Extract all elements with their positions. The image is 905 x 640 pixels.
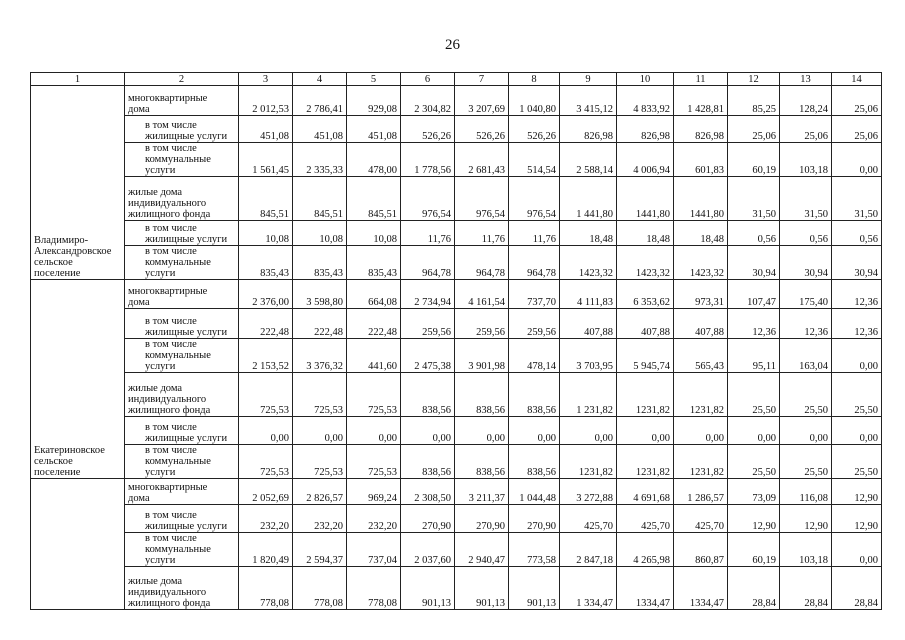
table-cell: 478,14 [509, 339, 560, 373]
table-cell: 12,90 [832, 479, 882, 505]
column-header: 3 [239, 73, 293, 86]
category-label: жилые дома индивидуального жилищного фонда [125, 567, 239, 610]
table-cell: 4 006,94 [617, 143, 674, 177]
table-cell: 3 376,32 [293, 339, 347, 373]
settlement-name: Владимиро-Александровское сельское поселение [31, 86, 125, 280]
table-cell: 526,26 [455, 116, 509, 143]
settlement-name: Екатериновское сельское поселение [31, 280, 125, 479]
table-cell: 838,56 [509, 445, 560, 479]
table-cell: 0,00 [455, 417, 509, 445]
table-cell: 725,53 [293, 445, 347, 479]
table-cell: 1 040,80 [509, 86, 560, 116]
table-cell: 1 561,45 [239, 143, 293, 177]
table-cell: 826,98 [617, 116, 674, 143]
table-cell: 0,00 [674, 417, 728, 445]
table-cell: 0,00 [560, 417, 617, 445]
table-cell: 1 428,81 [674, 86, 728, 116]
category-label: в том числе коммунальные услуги [125, 246, 239, 280]
category-label: многоквартирные дома [125, 280, 239, 309]
category-label: в том числе жилищные услуги [125, 221, 239, 246]
tariff-table [30, 72, 882, 610]
table-cell: 60,19 [728, 533, 780, 567]
table-cell: 838,56 [455, 373, 509, 417]
table-cell: 1423,32 [674, 246, 728, 280]
table-cell: 0,00 [617, 417, 674, 445]
table-cell: 3 207,69 [455, 86, 509, 116]
table-cell: 835,43 [347, 246, 401, 280]
table-cell: 95,11 [728, 339, 780, 373]
table-cell: 1 286,57 [674, 479, 728, 505]
table-cell: 12,36 [832, 280, 882, 309]
table-cell: 2 376,00 [239, 280, 293, 309]
table-cell: 2 308,50 [401, 479, 455, 505]
table-cell: 838,56 [455, 445, 509, 479]
category-label: в том числе коммунальные услуги [125, 143, 239, 177]
table-cell: 964,78 [401, 246, 455, 280]
table-cell: 0,00 [401, 417, 455, 445]
table-cell: 11,76 [509, 221, 560, 246]
table-cell: 85,25 [728, 86, 780, 116]
table-cell: 0,00 [239, 417, 293, 445]
table-cell: 25,50 [728, 445, 780, 479]
table-cell: 0,56 [832, 221, 882, 246]
table-cell: 28,84 [728, 567, 780, 610]
table-cell: 4 691,68 [617, 479, 674, 505]
table-cell: 6 353,62 [617, 280, 674, 309]
table-cell: 4 833,92 [617, 86, 674, 116]
table-cell: 0,00 [832, 533, 882, 567]
table-cell: 2 826,57 [293, 479, 347, 505]
table-row [31, 417, 882, 445]
table-cell: 1441,80 [617, 177, 674, 221]
table-cell: 976,54 [401, 177, 455, 221]
table-cell: 28,84 [780, 567, 832, 610]
table-cell: 259,56 [401, 309, 455, 339]
table-cell: 725,53 [239, 373, 293, 417]
table-cell: 773,58 [509, 533, 560, 567]
table-cell: 0,00 [347, 417, 401, 445]
table-cell: 901,13 [401, 567, 455, 610]
table-cell: 103,18 [780, 143, 832, 177]
table-cell: 18,48 [674, 221, 728, 246]
category-label: в том числе жилищные услуги [125, 417, 239, 445]
table-cell: 11,76 [401, 221, 455, 246]
table-cell: 0,00 [832, 339, 882, 373]
column-header: 5 [347, 73, 401, 86]
column-header: 8 [509, 73, 560, 86]
table-cell: 0,00 [293, 417, 347, 445]
table-cell: 11,76 [455, 221, 509, 246]
table-cell: 25,50 [832, 373, 882, 417]
category-label: многоквартирные дома [125, 86, 239, 116]
table-row [31, 116, 882, 143]
table-cell: 565,43 [674, 339, 728, 373]
table-cell: 232,20 [239, 505, 293, 533]
table-cell: 60,19 [728, 143, 780, 177]
table-cell: 1231,82 [617, 373, 674, 417]
table-cell: 2 153,52 [239, 339, 293, 373]
table-cell: 0,00 [728, 417, 780, 445]
table-cell: 425,70 [560, 505, 617, 533]
table-cell: 725,53 [239, 445, 293, 479]
table-cell: 835,43 [239, 246, 293, 280]
table-cell: 222,48 [239, 309, 293, 339]
table-cell: 1334,47 [617, 567, 674, 610]
table-cell: 826,98 [560, 116, 617, 143]
category-label: в том числе коммунальные услуги [125, 533, 239, 567]
table-cell: 103,18 [780, 533, 832, 567]
table-cell: 31,50 [728, 177, 780, 221]
table-cell: 25,06 [780, 116, 832, 143]
table-cell: 25,50 [780, 445, 832, 479]
table-cell: 845,51 [239, 177, 293, 221]
table-cell: 2 052,69 [239, 479, 293, 505]
table-cell: 3 598,80 [293, 280, 347, 309]
table-cell: 835,43 [293, 246, 347, 280]
table-cell: 826,98 [674, 116, 728, 143]
table-cell: 2 012,53 [239, 86, 293, 116]
table-cell: 18,48 [617, 221, 674, 246]
table-cell: 25,50 [780, 373, 832, 417]
table-cell: 964,78 [455, 246, 509, 280]
table-cell: 838,56 [509, 373, 560, 417]
table-cell: 901,13 [509, 567, 560, 610]
table-cell: 1231,82 [617, 445, 674, 479]
table-row [31, 445, 882, 479]
table-cell: 3 415,12 [560, 86, 617, 116]
category-label: в том числе коммунальные услуги [125, 445, 239, 479]
table-cell: 451,08 [293, 116, 347, 143]
table-cell: 10,08 [347, 221, 401, 246]
table-cell: 28,84 [832, 567, 882, 610]
table-cell: 3 703,95 [560, 339, 617, 373]
table-cell: 1231,82 [674, 445, 728, 479]
table-cell: 163,04 [780, 339, 832, 373]
table-cell: 737,04 [347, 533, 401, 567]
table-cell: 2 734,94 [401, 280, 455, 309]
table-cell: 441,60 [347, 339, 401, 373]
table-cell: 725,53 [347, 445, 401, 479]
settlement-name [31, 479, 125, 610]
category-label: в том числе коммунальные услуги [125, 339, 239, 373]
table-cell: 270,90 [401, 505, 455, 533]
table-cell: 259,56 [509, 309, 560, 339]
table-cell: 2 304,82 [401, 86, 455, 116]
table-row [31, 479, 882, 505]
table-cell: 30,94 [728, 246, 780, 280]
table-cell: 2 037,60 [401, 533, 455, 567]
column-header: 1 [31, 73, 125, 86]
table-cell: 725,53 [347, 373, 401, 417]
table-row [31, 280, 882, 309]
category-label: многоквартирные дома [125, 479, 239, 505]
table-cell: 778,08 [293, 567, 347, 610]
table-cell: 25,06 [832, 116, 882, 143]
table-cell: 1 778,56 [401, 143, 455, 177]
table-cell: 12,36 [780, 309, 832, 339]
table-row [31, 86, 882, 116]
table-cell: 2 940,47 [455, 533, 509, 567]
table-cell: 2 594,37 [293, 533, 347, 567]
table-cell: 2 786,41 [293, 86, 347, 116]
category-label: в том числе жилищные услуги [125, 116, 239, 143]
table-cell: 1231,82 [674, 373, 728, 417]
table-row [31, 177, 882, 221]
table-cell: 778,08 [347, 567, 401, 610]
table-cell: 232,20 [293, 505, 347, 533]
column-header: 10 [617, 73, 674, 86]
table-cell: 1 334,47 [560, 567, 617, 610]
table-cell: 3 211,37 [455, 479, 509, 505]
table-cell: 3 272,88 [560, 479, 617, 505]
table-cell: 5 945,74 [617, 339, 674, 373]
table-row [31, 505, 882, 533]
table-cell: 425,70 [617, 505, 674, 533]
table-cell: 4 111,83 [560, 280, 617, 309]
table-cell: 407,88 [674, 309, 728, 339]
table-cell: 2 335,33 [293, 143, 347, 177]
table-row [31, 533, 882, 567]
table-cell: 1441,80 [674, 177, 728, 221]
table-cell: 0,56 [780, 221, 832, 246]
table-cell: 0,00 [509, 417, 560, 445]
table-cell: 664,08 [347, 280, 401, 309]
page-number: 26 [445, 37, 460, 53]
column-header: 9 [560, 73, 617, 86]
table-cell: 128,24 [780, 86, 832, 116]
table-cell: 30,94 [832, 246, 882, 280]
table-row [31, 246, 882, 280]
table-cell: 2 681,43 [455, 143, 509, 177]
table-cell: 10,08 [293, 221, 347, 246]
table-cell: 18,48 [560, 221, 617, 246]
table-row [31, 309, 882, 339]
table-cell: 929,08 [347, 86, 401, 116]
table-cell: 25,06 [728, 116, 780, 143]
table-cell: 222,48 [347, 309, 401, 339]
table-cell: 901,13 [455, 567, 509, 610]
table-cell: 12,90 [832, 505, 882, 533]
column-header: 7 [455, 73, 509, 86]
table-cell: 12,36 [832, 309, 882, 339]
table-cell: 12,90 [728, 505, 780, 533]
table-cell: 2 847,18 [560, 533, 617, 567]
table-row [31, 373, 882, 417]
column-header: 2 [125, 73, 239, 86]
category-label: жилые дома индивидуального жилищного фонда [125, 177, 239, 221]
table-cell: 725,53 [293, 373, 347, 417]
table-cell: 526,26 [509, 116, 560, 143]
column-header: 11 [674, 73, 728, 86]
table-cell: 737,70 [509, 280, 560, 309]
header-row [31, 73, 882, 86]
table-cell: 31,50 [780, 177, 832, 221]
table-cell: 514,54 [509, 143, 560, 177]
category-label: в том числе жилищные услуги [125, 505, 239, 533]
table-cell: 12,90 [780, 505, 832, 533]
table-cell: 478,00 [347, 143, 401, 177]
table-cell: 838,56 [401, 445, 455, 479]
table-cell: 845,51 [293, 177, 347, 221]
table-cell: 964,78 [509, 246, 560, 280]
table-cell: 425,70 [674, 505, 728, 533]
table-cell: 259,56 [455, 309, 509, 339]
table-cell: 25,50 [728, 373, 780, 417]
column-header: 4 [293, 73, 347, 86]
table-cell: 526,26 [401, 116, 455, 143]
table-cell: 778,08 [239, 567, 293, 610]
table-cell: 2 588,14 [560, 143, 617, 177]
table-cell: 0,00 [832, 417, 882, 445]
table-cell: 601,83 [674, 143, 728, 177]
table-cell: 1423,32 [560, 246, 617, 280]
table-cell: 976,54 [509, 177, 560, 221]
table-cell: 1423,32 [617, 246, 674, 280]
table-cell: 1334,47 [674, 567, 728, 610]
table-row [31, 567, 882, 610]
table-cell: 270,90 [509, 505, 560, 533]
table-cell: 451,08 [347, 116, 401, 143]
table-cell: 1 820,49 [239, 533, 293, 567]
table-cell: 1231,82 [560, 445, 617, 479]
table-cell: 1 231,82 [560, 373, 617, 417]
table-row [31, 221, 882, 246]
table-cell: 10,08 [239, 221, 293, 246]
table-cell: 4 161,54 [455, 280, 509, 309]
table-cell: 30,94 [780, 246, 832, 280]
table-cell: 270,90 [455, 505, 509, 533]
table-cell: 0,00 [832, 143, 882, 177]
table-cell: 407,88 [617, 309, 674, 339]
table-cell: 973,31 [674, 280, 728, 309]
table-cell: 116,08 [780, 479, 832, 505]
table-cell: 232,20 [347, 505, 401, 533]
table-cell: 860,87 [674, 533, 728, 567]
table-cell: 407,88 [560, 309, 617, 339]
table-cell: 1 441,80 [560, 177, 617, 221]
table-row [31, 339, 882, 373]
table-cell: 25,06 [832, 86, 882, 116]
table-cell: 838,56 [401, 373, 455, 417]
table-cell: 222,48 [293, 309, 347, 339]
column-header: 6 [401, 73, 455, 86]
table-cell: 0,00 [780, 417, 832, 445]
table-cell: 4 265,98 [617, 533, 674, 567]
table-cell: 1 044,48 [509, 479, 560, 505]
table-cell: 73,09 [728, 479, 780, 505]
column-header: 12 [728, 73, 780, 86]
category-label: жилые дома индивидуального жилищного фонда [125, 373, 239, 417]
table-cell: 3 901,98 [455, 339, 509, 373]
table-cell: 31,50 [832, 177, 882, 221]
column-header: 14 [832, 73, 882, 86]
column-header: 13 [780, 73, 832, 86]
table-cell: 976,54 [455, 177, 509, 221]
table-cell: 175,40 [780, 280, 832, 309]
table-cell: 845,51 [347, 177, 401, 221]
table-cell: 451,08 [239, 116, 293, 143]
table-cell: 12,36 [728, 309, 780, 339]
table-cell: 107,47 [728, 280, 780, 309]
table-cell: 969,24 [347, 479, 401, 505]
table-cell: 2 475,38 [401, 339, 455, 373]
category-label: в том числе жилищные услуги [125, 309, 239, 339]
table-row [31, 143, 882, 177]
table-cell: 25,50 [832, 445, 882, 479]
table-cell: 0,56 [728, 221, 780, 246]
